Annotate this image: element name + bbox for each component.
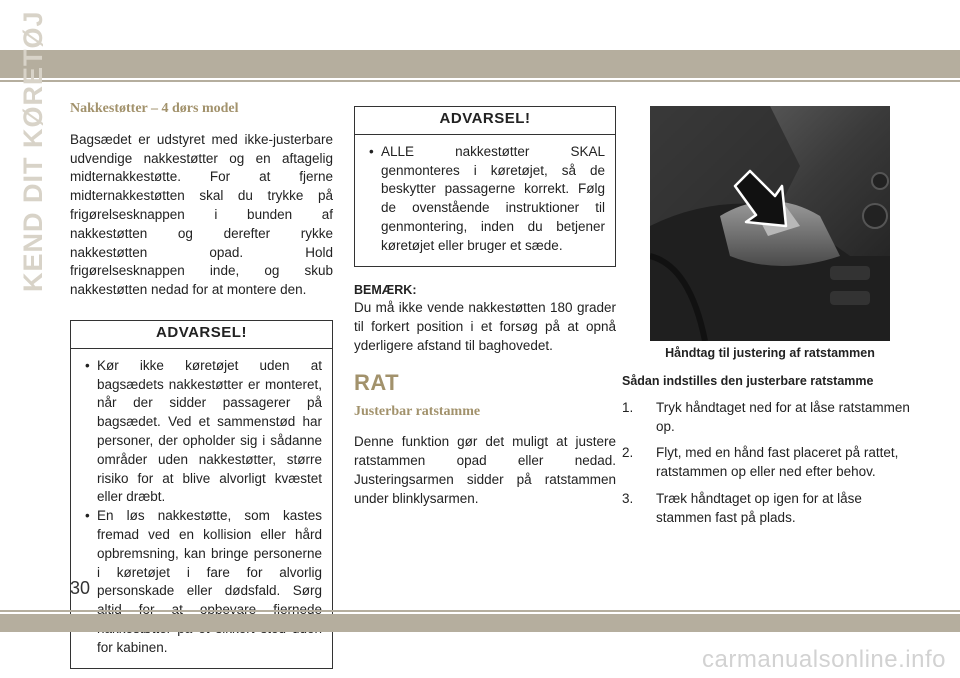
warning-title: ADVARSEL! — [71, 321, 332, 349]
header-rule — [0, 80, 960, 82]
instruction-step: 3. Træk håndtaget op igen for at låse stammen fast på plads. — [622, 490, 862, 525]
header-bar — [0, 50, 960, 78]
headrest-heading: Nakkestøtter – 4 dørs model — [70, 101, 239, 116]
top-margin — [0, 0, 960, 50]
photo-caption: Håndtag til justering af ratstammen — [665, 346, 875, 360]
footer-bar — [0, 614, 960, 632]
steering-column-photo — [650, 106, 890, 341]
watermark-text: carmanualsonline.info — [702, 646, 946, 673]
warning-item: • ALLE nakkestøtter SKAL genmonteres i køretøjet, så de beskytter passagerne korrekt. Følg de ovenstående instruktioner til genmontering, inden du betjener køretøjet eller bruger et sæde. — [369, 143, 605, 256]
warning-item: • En løs nakkestøtte, som kastes fremad ved en kollision eller hård opbremsning, kan bringe personerne i køretøjet i fare for alvorlig personskade eller dødsfald. Sørg for kabinen. — [85, 507, 322, 657]
footer-rule — [0, 610, 960, 612]
adjustable-column-paragraph: Denne funktion gør det muligt at justere ratstammen opad eller nedad. Justeringsarmen sidder på ratstammen under blinklysarmen. — [354, 434, 616, 506]
note-text: Du må ikke vende nakkestøtten 180 grader til forkert position i et forsøg på at opnå yderligere afstand til baghovedet. — [354, 300, 616, 353]
column-left — [70, 100, 333, 669]
instruction-step: 1. Tryk håndtaget ned for at låse ratstammen op. — [622, 399, 910, 434]
instruction-step: 2. Flyt, med en hånd fast placeret på rattet, ratstammen op eller ned efter behov. — [622, 445, 899, 480]
note-label: BEMÆRK: — [354, 282, 417, 297]
column-middle — [354, 106, 616, 509]
warning-title: ADVARSEL! — [355, 107, 615, 135]
side-chapter-label: KEND DIT KØRETØJ — [18, 10, 48, 292]
instructions-list — [622, 399, 912, 528]
side-chapter-tab — [14, 10, 54, 296]
warning-box-middle — [354, 106, 616, 267]
headrest-paragraph: Bagsædet er udstyret med ikke-justerbare udvendige nakkestøtter og en aftagelig midternakkestøtte. For at fjerne midternakkestøtten skal du trykke på frigørelsesknappen i bunden af nakkestøtten og derefter rykke nakkestøtten opad. Hold frigørelsesknappen inde, og skub nakkestøtten nedad for at montere den. — [70, 131, 333, 298]
steering-column-illustration — [650, 106, 890, 341]
warning-item: • Kør ikke køretøjet uden at bagsædets nakkestøtter er monteret, når der sidder passagerer på bagsædet. Ved et sammenstød har personer, der opholder sig i sådanne områder uden nakkestøtter, større risiko for at blive alvorligt kvæstet eller dræbt. — [85, 357, 322, 507]
adjust-instructions — [622, 372, 912, 536]
instructions-title: Sådan indstilles den justerbare ratstamme — [622, 374, 874, 388]
page-number: 30 — [70, 578, 91, 598]
warning-list — [355, 135, 615, 266]
subheading-adjustable-column: Justerbar ratstamme — [354, 403, 481, 419]
section-heading-rat: RAT — [354, 369, 400, 395]
